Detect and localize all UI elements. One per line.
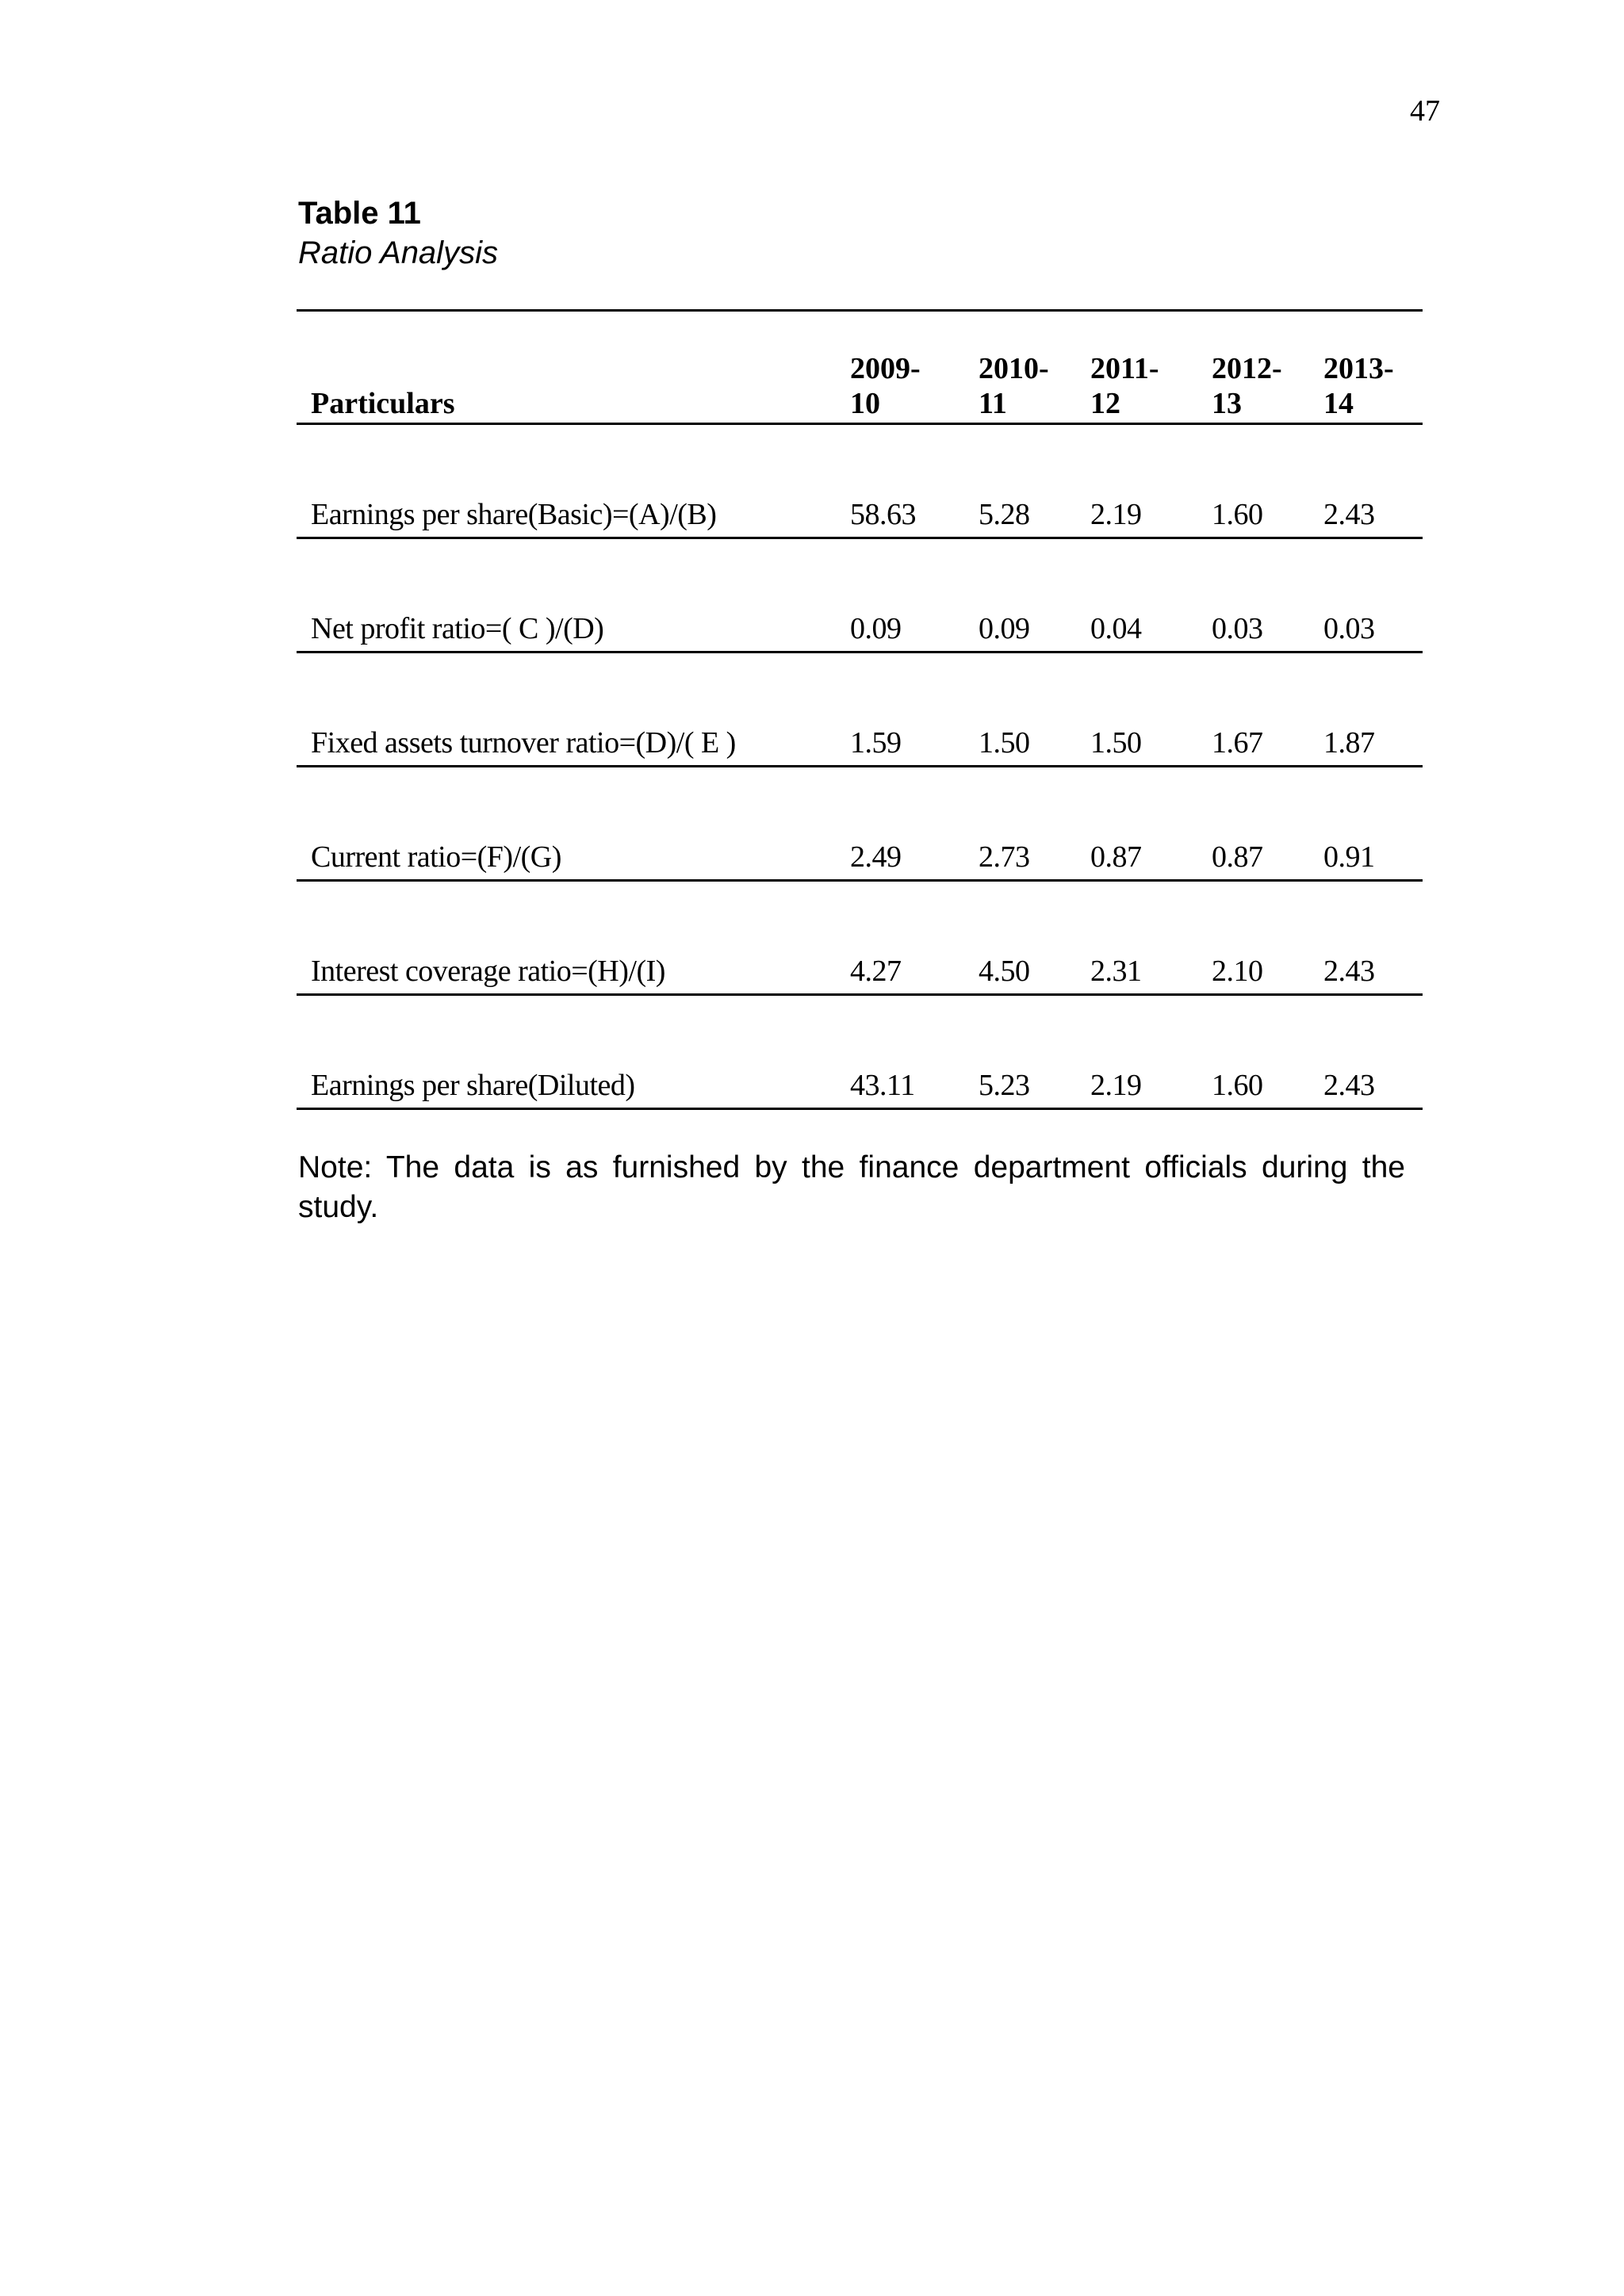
row-value: 1.50 <box>979 652 1090 767</box>
header-year: 2009- 10 <box>850 312 979 424</box>
row-value: 4.50 <box>979 881 1090 995</box>
header-year: 2010- 11 <box>979 312 1090 424</box>
row-value: 2.19 <box>1090 995 1212 1109</box>
row-value: 0.03 <box>1323 538 1423 652</box>
table-number: Table 11 <box>298 196 421 231</box>
header-row <box>297 312 1423 424</box>
table-row <box>297 538 1423 652</box>
row-label: Interest coverage ratio=(H)/(I) <box>297 881 850 995</box>
row-value: 2.43 <box>1323 424 1423 538</box>
header-year: 2013- 14 <box>1323 312 1423 424</box>
ratio-analysis-table-container <box>297 309 1423 1110</box>
table-row <box>297 652 1423 767</box>
row-value: 1.60 <box>1212 995 1323 1109</box>
page-number: 47 <box>1410 94 1440 128</box>
table-row <box>297 881 1423 995</box>
table-row <box>297 424 1423 538</box>
row-value: 1.67 <box>1212 652 1323 767</box>
row-value: 0.87 <box>1212 767 1323 881</box>
row-value: 2.43 <box>1323 995 1423 1109</box>
row-value: 0.03 <box>1212 538 1323 652</box>
ratio-analysis-table <box>297 312 1423 1110</box>
row-value: 2.10 <box>1212 881 1323 995</box>
row-label: Fixed assets turnover ratio=(D)/( E ) <box>297 652 850 767</box>
table-caption <box>298 193 498 273</box>
header-year: 2012- 13 <box>1212 312 1323 424</box>
row-value: 2.19 <box>1090 424 1212 538</box>
row-label: Earnings per share(Diluted) <box>297 995 850 1109</box>
row-value: 0.04 <box>1090 538 1212 652</box>
row-value: 43.11 <box>850 995 979 1109</box>
row-value: 2.73 <box>979 767 1090 881</box>
row-value: 0.87 <box>1090 767 1212 881</box>
row-value: 58.63 <box>850 424 979 538</box>
row-value: 4.27 <box>850 881 979 995</box>
row-value: 5.28 <box>979 424 1090 538</box>
row-value: 2.31 <box>1090 881 1212 995</box>
row-value: 1.50 <box>1090 652 1212 767</box>
table-title: Ratio Analysis <box>298 235 498 270</box>
row-label: Current ratio=(F)/(G) <box>297 767 850 881</box>
header-year: 2011- 12 <box>1090 312 1212 424</box>
row-value: 2.49 <box>850 767 979 881</box>
row-value: 0.91 <box>1323 767 1423 881</box>
row-value: 1.60 <box>1212 424 1323 538</box>
header-particulars: Particulars <box>297 312 850 424</box>
row-value: 2.43 <box>1323 881 1423 995</box>
row-label: Net profit ratio=( C )/(D) <box>297 538 850 652</box>
row-label: Earnings per share(Basic)=(A)/(B) <box>297 424 850 538</box>
row-value: 1.59 <box>850 652 979 767</box>
row-value: 1.87 <box>1323 652 1423 767</box>
row-value: 0.09 <box>850 538 979 652</box>
table-row <box>297 995 1423 1109</box>
row-value: 0.09 <box>979 538 1090 652</box>
table-row <box>297 767 1423 881</box>
table-note: Note: The data is as furnished by the finance department officials during the study. <box>298 1150 1405 1224</box>
row-value: 5.23 <box>979 995 1090 1109</box>
